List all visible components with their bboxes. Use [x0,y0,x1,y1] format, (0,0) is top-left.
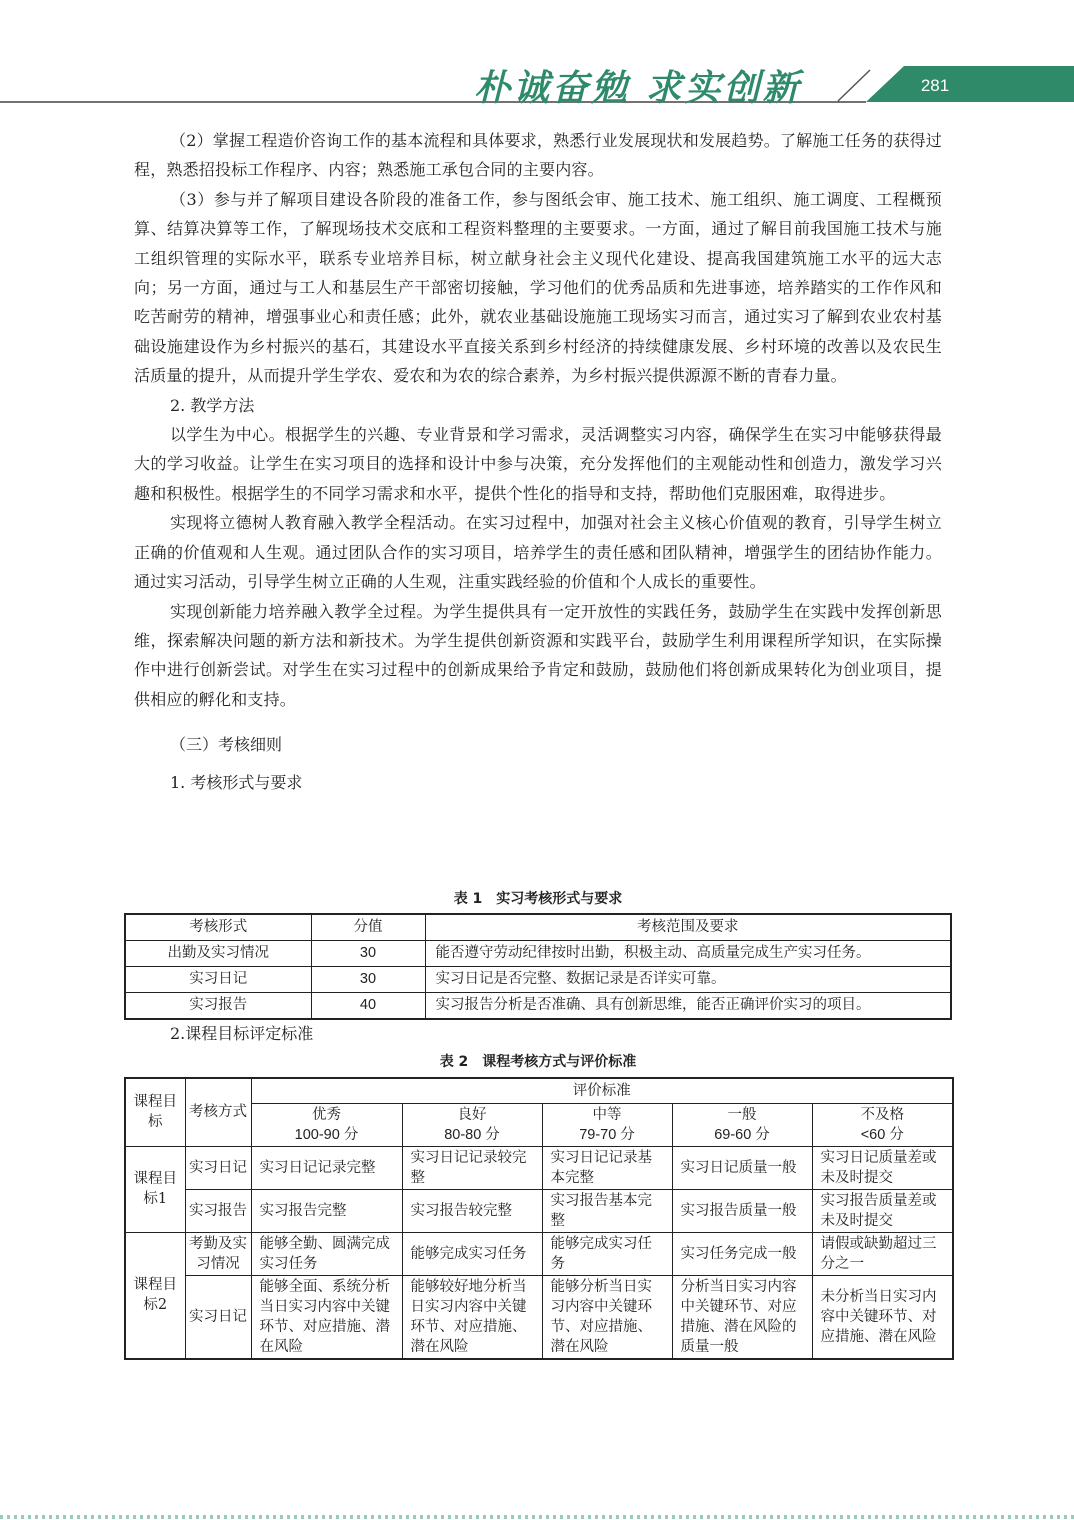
page-header [0,0,1074,110]
section-heading-teaching-method: 2. 教学方法 [170,395,255,415]
table-cell: 实习报告完整 [251,1189,402,1232]
table-cell: 实习日记是否完整、数据记录是否详实可靠。 [425,967,951,993]
table-cell: 实习报告 [125,993,311,1020]
table-cell: 实习日记质量差或未及时提交 [812,1146,953,1189]
table-cell: 实习任务完成一般 [672,1232,812,1275]
table-cell: 实习日记记录基本完整 [542,1146,672,1189]
table-cell: 能够分析当日实习内容中关键环节、对应措施、潜在风险 [542,1275,672,1359]
method-cell: 实习日记 [185,1275,251,1359]
table-cell: 请假或缺勤超过三分之一 [812,1232,953,1275]
paragraph: 实现将立德树人教育融入教学全程活动。在实习过程中，加强对社会主义核心价值观的教育，引导学生树立正确的价值观和人生观。通过团队合作的实习项目，培养学生的责任感和团队精神，增强学生的团结协作能力。通过实习活动，引导学生树立正确的人生观，注重实践经验的价值和个人成长的重要性。 [134,513,942,592]
evaluation-standard-table [124,1077,954,1360]
table-cell: 实习日记 [125,967,311,993]
table-row [125,941,951,967]
table-row [125,1189,953,1232]
table-row [125,1146,953,1189]
table-row [125,967,951,993]
grade-range: <60 分 [860,1126,904,1143]
table-cell: 实习报告质量一般 [672,1189,812,1232]
grade-name: 不及格 [860,1106,905,1123]
paragraph: 以学生为中心。根据学生的兴趣、专业背景和学习需求，灵活调整实习内容，确保学生在实习中能够获得最大的学习收益。让学生在实习项目的选择和设计中参与决策，充分发挥他们的主观能动性和创造力，激发学习兴趣和积极性。根据学生的不同学习需求和水平，提供个性化的指导和支持，帮助他们克服困难，取得进步。 [134,425,942,503]
grade-cell [402,1103,542,1146]
table2-caption: 表 2 课程考核方式与评价标准 [439,1054,637,1070]
subheading-course-goal-standard: 2.课程目标评定标准 [170,1024,314,1043]
paragraph: （2）掌握工程造价咨询工作的基本流程和具体要求，熟悉行业发展现状和发展趋势。了解施工任务的获得过程，熟悉招投标工作程序、内容；熟悉施工承包合同的主要内容。 [134,131,942,180]
method-cell: 考勤及实习情况 [185,1232,251,1275]
header-cell-goal: 课程目标 [125,1078,185,1146]
table-cell: 出勤及实习情况 [125,941,311,967]
section-heading-assessment: （三）考核细则 [170,735,283,755]
table-cell: 未分析当日实习内容中关键环节、对应措施、潜在风险 [812,1275,953,1359]
table-cell: 实习日记记录较完整 [402,1146,542,1189]
table-cell: 实习报告分析是否准确、具有创新思维，能否正确评价实习的项目。 [425,993,951,1020]
paragraph: （3）参与并了解项目建设各阶段的准备工作，参与图纸会审、施工技术、施工组织、施工调度、工程概预算、结算决算等工作，了解现场技术交底和工程资料整理的主要要求。一方面，通过了解目前我国施工技术与施工组织管理的实际水平，联系专业培养目标，树立献身社会主义现代化建设、提高我国建筑施工水平的远大志向；另一方面，通过与工人和基层生产干部密切接触，学习他们的优秀品质和先进事迹，培养踏实的工作作风和吃苦耐劳的精神，增强事业心和责任感；此外，就农业基础设施施工现场实习而言，通过实习了解到农业农村基础设施建设作为乡村振兴的基石，其建设水平直接关系到乡村经济的持续健康发展、乡村环境的改善以及农民生活质量的提升，从而提升学生学农、爱农和为农的综合素养，为乡村振兴提供源源不断的青春力量。 [134,189,942,386]
header-cell: 分值 [311,914,425,941]
grade-name: 一般 [727,1106,757,1123]
table-cell: 分析当日实习内容中关键环节、对应措施、潜在风险的质量一般 [672,1275,812,1359]
footer-dotted-line [0,1515,1074,1519]
method-cell: 实习报告 [185,1189,251,1232]
table-cell: 30 [311,941,425,967]
goal-cell: 课程目标1 [125,1146,185,1232]
grade-name: 中等 [592,1106,622,1123]
table-cell: 能够全勤、圆满完成实习任务 [251,1232,402,1275]
goal-cell: 课程目标2 [125,1232,185,1359]
table-cell: 能否遵守劳动纪律按时出勤，积极主动、高质量完成生产实习任务。 [425,941,951,967]
grade-name: 优秀 [312,1106,341,1123]
grade-cell [542,1103,672,1146]
table-header-row [125,914,951,941]
grade-range: 100-90 分 [294,1126,359,1143]
main-content [134,126,942,798]
paragraph: 实现创新能力培养融入教学全过程。为学生提供具有一定开放性的实践任务，鼓励学生在实践中发挥创新思维，探索解决问题的新方法和新技术。为学生提供创新资源和实践平台，鼓励学生利用课程所学知识，在实际操作中进行创新尝试。对学生在实习过程中的创新成果给予肯定和鼓励，鼓励他们将创新成果转化为创业项目，提供相应的孵化和支持。 [134,601,942,709]
table-cell: 实习报告质量差或未及时提交 [812,1189,953,1232]
table1-caption: 表 1 实习考核形式与要求 [453,891,623,907]
grade-cell [251,1103,402,1146]
grade-cell [672,1103,812,1146]
table-cell: 实习报告较完整 [402,1189,542,1232]
table-cell: 40 [311,993,425,1020]
table-cell: 实习报告基本完整 [542,1189,672,1232]
grade-cell [812,1103,953,1146]
header-cell: 考核范围及要求 [425,914,951,941]
table-cell: 能够完成实习任务 [542,1232,672,1275]
table-header-row [125,1078,953,1103]
grade-range: 69-60 分 [714,1126,770,1143]
header-cell-method: 考核方式 [185,1078,251,1146]
grade-range: 79-70 分 [579,1126,635,1143]
table-cell: 30 [311,967,425,993]
method-cell: 实习日记 [185,1146,251,1189]
assessment-form-table [124,913,952,1020]
header-cell: 考核形式 [125,914,311,941]
grade-range: 80-80 分 [444,1126,500,1143]
table-cell: 能够较好地分析当日实习内容中关键环节、对应措施、潜在风险 [402,1275,542,1359]
grade-name: 良好 [457,1106,487,1123]
table-row [125,1275,953,1359]
table-cell: 能够全面、系统分析当日实习内容中关键环节、对应措施、潜在风险 [251,1275,402,1359]
header-cell-standard: 评价标准 [251,1078,953,1103]
table-cell: 实习日记质量一般 [672,1146,812,1189]
header-motto: 朴诚奋勉 求实创新 [474,67,802,109]
subheading-assessment-form: 1. 考核形式与要求 [170,773,303,793]
table-row [125,1232,953,1275]
page-number: 281 [920,76,950,95]
table-cell: 能够完成实习任务 [402,1232,542,1275]
table-row [125,993,951,1020]
table-cell: 实习日记记录完整 [251,1146,402,1189]
